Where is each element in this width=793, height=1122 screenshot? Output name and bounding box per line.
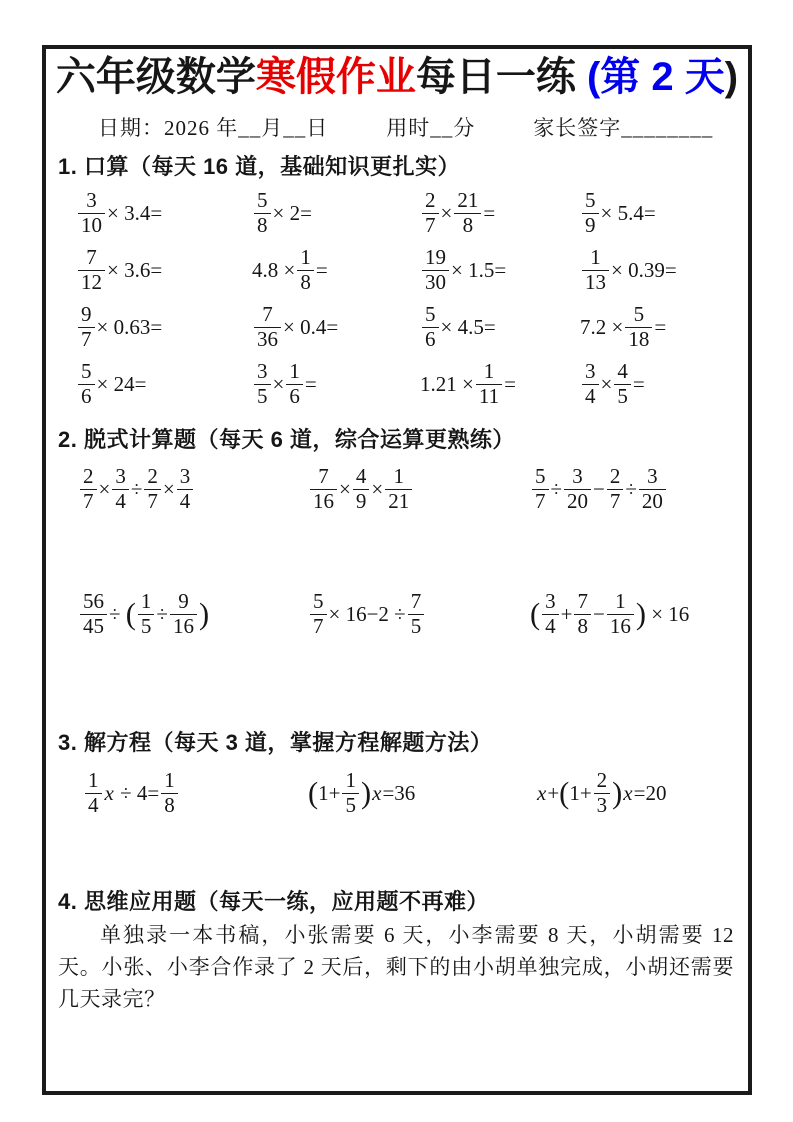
fraction: $\frac{1}{8}$: [161, 769, 178, 817]
fraction: $\frac{19}{30}$: [422, 246, 449, 294]
title-segment-daily-practice: 每日一练: [415, 55, 576, 99]
step-problem-6: ( $\frac{3}{4}$ + $\frac{7}{8}$ − $\frac{1}{16}$ ) × 16: [530, 588, 690, 638]
title-segment-day-number: (第 2 天: [575, 55, 725, 99]
section-2-heading: 2. 脱式计算题（每天 6 道，综合运算更熟练）: [58, 427, 515, 452]
fraction: $\frac{2}{7}$: [422, 189, 439, 237]
oral-problem-10: $\frac{7}{36}$ × 0.4=: [252, 299, 420, 356]
oral-problem-1: $\frac{3}{10}$ × 3.4=: [76, 185, 252, 242]
fraction: $\frac{9}{16}$: [170, 590, 197, 638]
fraction: $\frac{5}{9}$: [582, 189, 599, 237]
oral-problem-16: $\frac{3}{4}$ × $\frac{4}{5}$ =: [580, 356, 748, 413]
fraction: $\frac{3}{5}$: [254, 360, 271, 408]
fraction: $\frac{5}{7}$: [310, 590, 327, 638]
section-4-heading: 4. 思维应用题（每天一练，应用题不再难）: [58, 889, 489, 914]
fraction: $\frac{7}{36}$: [254, 303, 281, 351]
fraction: $\frac{4}{5}$: [614, 360, 631, 408]
fraction: $\frac{3}{4}$: [177, 465, 194, 513]
worksheet-frame: [42, 45, 752, 1095]
fraction: $\frac{1}{5}$: [138, 590, 155, 638]
step-problem-4: $\frac{56}{45}$ ÷ ( $\frac{1}{5}$ ÷ $\frac{9}{16}$ ): [78, 584, 308, 644]
section-3-heading: 3. 解方程（每天 3 道，掌握方程解题方法）: [58, 730, 493, 755]
step-calculation-row-2: [46, 584, 748, 644]
oral-problem-4: $\frac{5}{9}$ × 5.4=: [580, 185, 748, 242]
fraction: $\frac{1}{6}$: [286, 360, 303, 408]
fraction: $\frac{7}{12}$: [78, 246, 105, 294]
step-problem-3: $\frac{5}{7}$ ÷ $\frac{3}{20}$ − $\frac{2}{7}$ ÷ $\frac{3}{20}$: [530, 460, 748, 518]
oral-problem-5: $\frac{7}{12}$ × 3.6=: [76, 242, 252, 299]
fraction: $\frac{5}{6}$: [78, 360, 95, 408]
fraction: $\frac{1}{11}$: [476, 360, 502, 408]
fraction: $\frac{1}{5}$: [342, 769, 359, 817]
fraction: $\frac{7}{5}$: [408, 590, 425, 638]
oral-problem-7: $\frac{19}{30}$ × 1.5=: [420, 242, 580, 299]
fraction: $\frac{1}{13}$: [582, 246, 609, 294]
title-segment-winter-homework: 寒假作业: [255, 55, 416, 99]
fraction: $\frac{7}{16}$: [310, 465, 337, 513]
fraction: $\frac{4}{9}$: [353, 465, 370, 513]
fraction: $\frac{5}{6}$: [422, 303, 439, 351]
fraction: $\frac{2}{3}$: [594, 769, 611, 817]
title-segment-close-paren: ): [724, 55, 739, 99]
equation-problem-2: (1+ $\frac{1}{5}$ )x=36: [308, 767, 416, 817]
oral-problem-13: $\frac{5}{6}$ × 24=: [76, 356, 252, 413]
fraction: $\frac{1}{4}$: [85, 769, 102, 817]
oral-problem-8: $\frac{1}{13}$ × 0.39=: [580, 242, 748, 299]
equation-problem-1: $\frac{1}{4}$ x ÷ 4= $\frac{1}{8}$: [83, 765, 308, 821]
oral-problem-14: $\frac{3}{5}$ × $\frac{1}{6}$ =: [252, 356, 420, 413]
section-1-heading: 1. 口算（每天 16 道，基础知识更扎实）: [58, 154, 461, 179]
equation-row: [46, 765, 748, 821]
word-problem-text: 单独录一本书稿，小张需要 6 天，小李需要 8 天，小胡需要 12 天。小张、小李合作录了 2 天后，剩下的由小胡单独完成，小胡还需要几天录完？: [58, 923, 734, 1011]
step-calculation-row-1: [46, 460, 748, 518]
fraction: $\frac{1}{21}$: [385, 465, 412, 513]
fraction: $\frac{1}{16}$: [607, 590, 634, 638]
fraction: $\frac{3}{4}$: [542, 590, 559, 638]
parent-signature-field: 家长签字________: [533, 116, 714, 140]
time-used-field: 用时__分: [386, 116, 476, 140]
page-title: [46, 53, 748, 101]
oral-problem-12: 7.2 × $\frac{5}{18}$ =: [580, 302, 667, 351]
equation-problem-3: x+(1+ $\frac{2}{3}$ )x=20: [537, 767, 667, 817]
fraction: $\frac{2}{7}$: [144, 465, 161, 513]
fraction: $\frac{5}{18}$: [625, 303, 652, 351]
fraction: $\frac{2}{7}$: [80, 465, 97, 513]
fraction: $\frac{2}{7}$: [607, 465, 624, 513]
oral-problem-3: $\frac{2}{7}$ × $\frac{21}{8}$ =: [420, 185, 580, 242]
oral-calculation-grid: [46, 185, 748, 413]
fraction: $\frac{3}{20}$: [639, 465, 666, 513]
meta-line: [46, 112, 748, 142]
step-problem-2: $\frac{7}{16}$ × $\frac{4}{9}$ × $\frac{1}{21}$: [308, 460, 530, 518]
fraction: $\frac{56}{45}$: [80, 590, 107, 638]
oral-problem-9: $\frac{9}{7}$ × 0.63=: [76, 299, 252, 356]
step-problem-5: $\frac{5}{7}$ × 16−2 ÷ $\frac{7}{5}$: [308, 584, 530, 644]
oral-problem-11: $\frac{5}{6}$ × 4.5=: [420, 299, 580, 356]
oral-problem-15: 1.21 × $\frac{1}{11}$ =: [420, 359, 516, 408]
date-field: 日期：2026 年__月__日: [98, 116, 329, 140]
fraction: $\frac{1}{8}$: [297, 246, 314, 294]
fraction: $\frac{3}{20}$: [564, 465, 591, 513]
fraction: $\frac{3}{4}$: [582, 360, 599, 408]
title-segment-grade: 六年级数学: [55, 55, 256, 99]
fraction: $\frac{7}{8}$: [574, 590, 591, 638]
fraction: $\frac{3}{4}$: [112, 465, 129, 513]
fraction: $\frac{3}{10}$: [78, 189, 105, 237]
step-problem-1: $\frac{2}{7}$ × $\frac{3}{4}$ ÷ $\frac{2}{7}$ × $\frac{3}{4}$: [78, 460, 308, 518]
fraction: $\frac{21}{8}$: [454, 189, 481, 237]
fraction: $\frac{5}{7}$: [532, 465, 549, 513]
fraction: $\frac{9}{7}$: [78, 303, 95, 351]
oral-problem-6: 4.8 × $\frac{1}{8}$ =: [252, 245, 328, 294]
oral-problem-2: $\frac{5}{8}$ × 2=: [252, 185, 420, 242]
fraction: $\frac{5}{8}$: [254, 189, 271, 237]
